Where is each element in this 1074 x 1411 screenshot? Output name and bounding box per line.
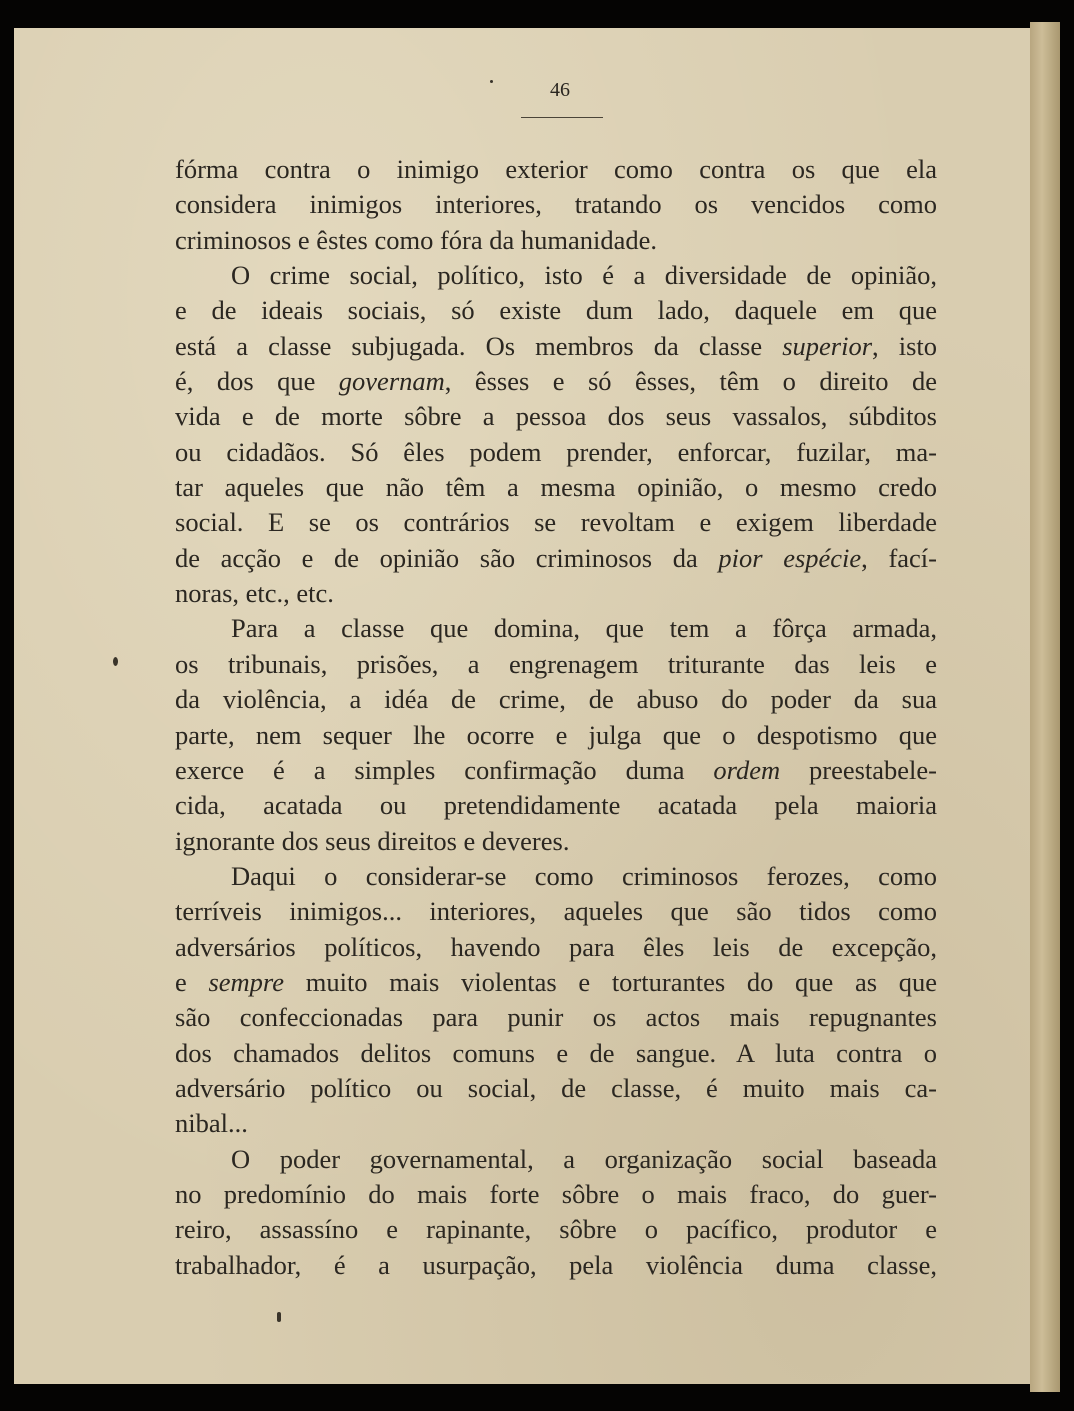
text-line: [175, 788, 937, 823]
header-rule: [521, 117, 603, 118]
text-line: [175, 718, 937, 753]
text-line: [175, 470, 937, 505]
line-text: adversários políticos, havendo para êles leis de excepção,: [175, 931, 937, 962]
line-text: é, dos que: [175, 366, 339, 397]
line-text: exerce é a simples confirmação duma: [175, 754, 714, 785]
ink-speck: [277, 1312, 281, 1322]
line-text: vida e de morte sôbre a pessoa dos seus vassalos, súbditos: [175, 401, 937, 432]
line-text: dos chamados delitos comuns e de sangue. A luta contra o: [175, 1037, 937, 1068]
text-line: [175, 1106, 937, 1141]
text-line: [175, 1248, 937, 1283]
text-line: [175, 223, 937, 258]
line-text: preestabele-: [780, 754, 937, 785]
text-line: [175, 647, 937, 682]
line-text: nibal...: [175, 1108, 248, 1139]
paragraph-start-line: [175, 1142, 937, 1177]
paragraph-start-line: [175, 611, 937, 646]
line-text: terríveis inimigos... interiores, aqueles que são tidos como: [175, 896, 937, 927]
text-line: [175, 1000, 937, 1035]
line-text: da violência, a idéa de crime, de abuso do poder da sua: [175, 684, 937, 715]
line-text: ou cidadãos. Só êles podem prender, enforcar, fuzilar, ma-: [175, 436, 937, 467]
line-text: parte, nem sequer lhe ocorre e julga que o despotismo que: [175, 719, 937, 750]
line-text: social. E se os contrários se revoltam e exigem liberdade: [175, 507, 937, 538]
line-text: , isto: [872, 330, 937, 361]
text-line: [175, 1036, 937, 1071]
text-line: [175, 753, 937, 788]
text-line: [175, 824, 937, 859]
text-line: [175, 1071, 937, 1106]
line-text: reiro, assassíno e rapinante, sôbre o pacífico, produtor e: [175, 1214, 937, 1245]
text-line: [175, 187, 937, 222]
line-text: e de ideais sociais, só existe dum lado, daquele em que: [175, 295, 937, 326]
ink-speck: [490, 80, 493, 83]
text-line: [175, 965, 937, 1000]
text-line: [175, 894, 937, 929]
page-number: 46: [550, 79, 570, 101]
line-text: no predomínio do mais forte sôbre o mais fraco, do guer-: [175, 1178, 937, 1209]
italic-emphasis: pior espécie: [718, 542, 862, 573]
text-line: [175, 1212, 937, 1247]
line-text: fórma contra o inimigo exterior como contra os que ela: [175, 154, 937, 184]
page-body: [175, 152, 937, 1283]
line-text: são confeccionadas para punir os actos mais repugnantes: [175, 1002, 937, 1033]
adjacent-page-edge: [1030, 22, 1060, 1392]
text-line: [175, 364, 937, 399]
text-line: [175, 1177, 937, 1212]
line-text: está a classe subjugada. Os membros da classe: [175, 330, 783, 361]
text-line: [175, 293, 937, 328]
paragraph-start-line: [175, 258, 937, 293]
italic-emphasis: governam: [338, 366, 445, 397]
text-line: [175, 152, 937, 187]
line-text: criminosos e êstes como fóra da humanidade.: [175, 224, 658, 255]
text-line: [175, 541, 937, 576]
line-text: os tribunais, prisões, a engrenagem triturante das leis e: [175, 648, 937, 679]
line-text: Para a classe que domina, que tem a fôrça armada,: [231, 613, 937, 644]
ink-speck: [113, 657, 118, 666]
line-text: Daqui o considerar-se como criminosos ferozes, como: [231, 860, 937, 891]
italic-emphasis: superior: [782, 330, 873, 361]
line-text: cida, acatada ou pretendidamente acatada pela maioria: [175, 790, 937, 821]
italic-emphasis: ordem: [713, 754, 781, 785]
line-text: de acção e de opinião são criminosos da: [175, 542, 719, 573]
text-line: [175, 435, 937, 470]
line-text: , fací-: [861, 542, 937, 573]
line-text: muito mais violentas e torturantes do que as que: [284, 966, 937, 997]
text-line: [175, 399, 937, 434]
paragraph-start-line: [175, 859, 937, 894]
text-line: [175, 505, 937, 540]
line-text: considera inimigos interiores, tratando os vencidos como: [175, 189, 937, 220]
text-line: [175, 930, 937, 965]
line-text: , êsses e só êsses, têm o direito de: [444, 366, 937, 397]
line-text: O crime social, político, isto é a diversidade de opinião,: [231, 260, 937, 291]
line-text: ignorante dos seus direitos e deveres.: [175, 825, 570, 856]
text-line: [175, 576, 937, 611]
line-text: tar aqueles que não têm a mesma opinião, o mesmo credo: [175, 472, 937, 503]
italic-emphasis: sempre: [208, 966, 285, 997]
text-line: [175, 682, 937, 717]
line-text: e: [175, 966, 209, 997]
line-text: noras, etc., etc.: [175, 578, 334, 609]
line-text: adversário político ou social, de classe, é muito mais ca-: [175, 1072, 937, 1103]
line-text: O poder governamental, a organização social baseada: [231, 1143, 937, 1174]
text-line: [175, 329, 937, 364]
line-text: trabalhador, é a usurpação, pela violência duma classe,: [175, 1249, 937, 1280]
